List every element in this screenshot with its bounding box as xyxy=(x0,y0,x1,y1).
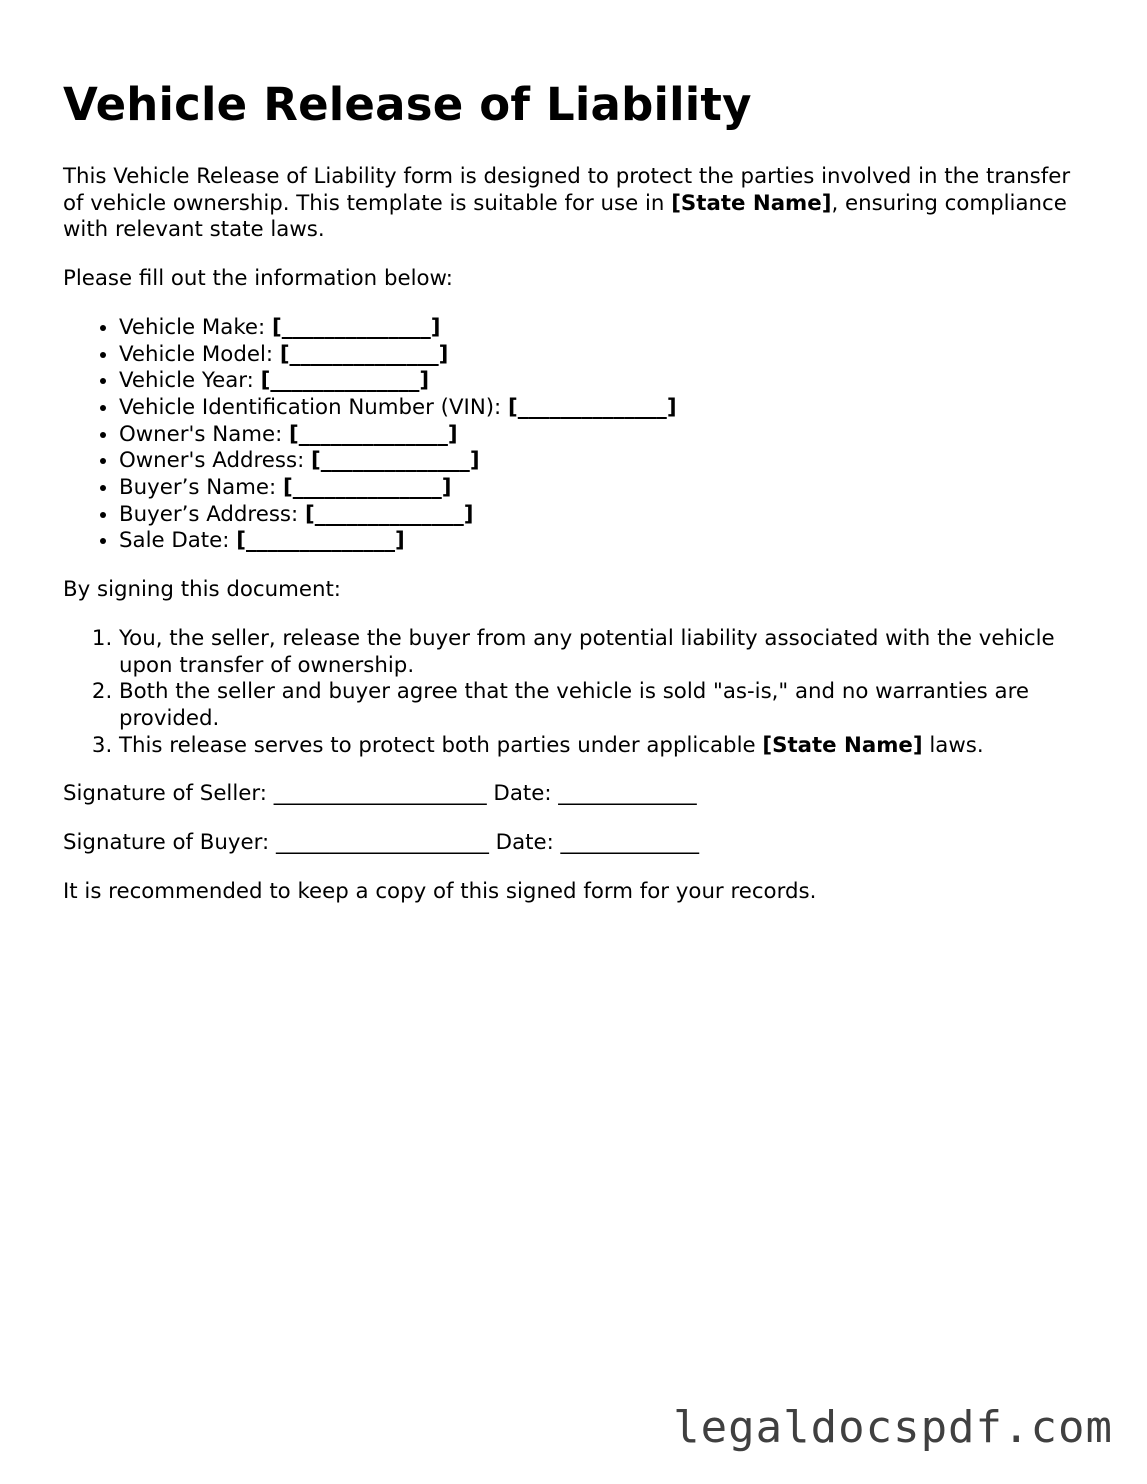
field-blank: [______________] xyxy=(271,314,441,340)
fill-prompt: Please fill out the information below: xyxy=(63,266,453,292)
term-item: 1. You, the seller, release the buyer from any potential liability associated with the vehicle upon transfer of ownership. xyxy=(119,626,1093,679)
terms-list xyxy=(63,626,1093,760)
seller-signature-line: Signature of Seller: ____________________ Date: _____________ xyxy=(63,781,697,807)
intro-state-name: [State Name] xyxy=(671,190,832,216)
field-vehicle-model xyxy=(119,342,1093,369)
field-list xyxy=(63,315,1093,555)
field-label: Buyer’s Address: xyxy=(119,501,305,527)
field-blank: [______________] xyxy=(289,421,458,447)
field-vin xyxy=(119,395,1093,422)
field-label: Vehicle Identification Number (VIN): xyxy=(119,394,509,420)
document-page xyxy=(63,78,1093,927)
buyer-signature-line: Signature of Buyer: ____________________ Date: _____________ xyxy=(63,830,699,856)
field-label: Owner's Name: xyxy=(119,421,290,447)
field-label: Owner's Address: xyxy=(119,448,312,474)
field-label: Sale Date: xyxy=(119,528,237,554)
intro-paragraph xyxy=(63,164,1093,244)
field-owner-address xyxy=(119,448,1093,475)
field-label: Vehicle Make: xyxy=(119,314,272,340)
field-blank: [______________] xyxy=(304,501,474,527)
field-label: Vehicle Model: xyxy=(119,341,280,367)
field-blank: [______________] xyxy=(260,368,430,394)
term-item: 2. Both the seller and buyer agree that the vehicle is sold "as-is," and no warranties are provided. xyxy=(119,679,1093,732)
field-label: Buyer’s Name: xyxy=(119,475,283,501)
field-blank: [______________] xyxy=(236,528,405,554)
watermark: legaldocspdf.com xyxy=(673,1402,1113,1453)
field-buyer-address xyxy=(119,502,1093,529)
document-title: Vehicle Release of Liability xyxy=(63,78,752,131)
field-owner-name xyxy=(119,422,1093,449)
term-item xyxy=(119,733,1093,760)
term-text-start: This release serves to protect both parties under applicable xyxy=(119,732,763,758)
signing-intro: By signing this document: xyxy=(63,577,341,603)
field-blank: [______________] xyxy=(279,341,449,367)
closing-note: It is recommended to keep a copy of this signed form for your records. xyxy=(63,878,817,904)
field-blank: [______________] xyxy=(508,394,677,420)
field-blank: [______________] xyxy=(282,475,452,501)
term-text-end: laws. xyxy=(922,732,984,758)
field-buyer-name xyxy=(119,475,1093,502)
field-blank: [______________] xyxy=(311,448,480,474)
intro-text-start: This Vehicle Release of Liability form is designed to protect the parties involved in the transfer of vehicle ownership. This template is suitable for use in xyxy=(63,164,1071,216)
term-state-name: [State Name] xyxy=(762,732,923,758)
field-vehicle-year xyxy=(119,368,1093,395)
field-vehicle-make xyxy=(119,315,1093,342)
field-label: Vehicle Year: xyxy=(119,368,261,394)
intro-text-end: , ensuring compliance with relevant state laws. xyxy=(63,190,1067,243)
field-sale-date xyxy=(119,528,1093,555)
